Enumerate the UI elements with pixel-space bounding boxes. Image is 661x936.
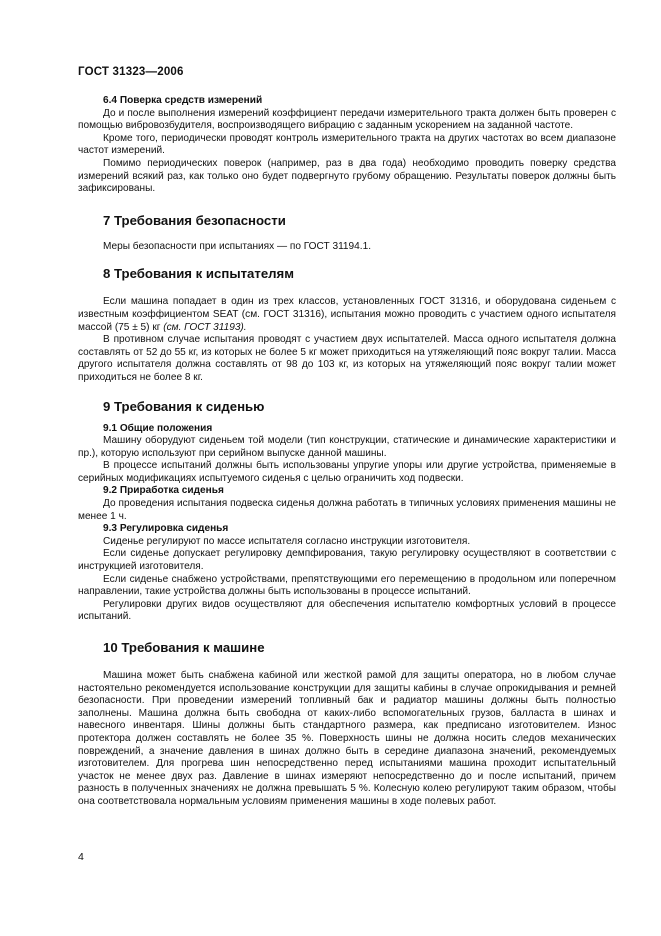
paragraph: До проведения испытания подвеска сиденья должна работать в типичных условиях применения машины не менее 1 ч. [78,498,616,522]
subsection-6-4-title: 6.4 Поверка средств измерений [103,95,263,106]
subsection-9-2-title: 9.2 Приработка сиденья [103,485,224,497]
paragraph: Меры безопасности при испытаниях — по ГОСТ 31194.1. [103,240,372,252]
paragraph: До и после выполнения измерений коэффициент передачи измерительного тракта должен быть проверен с помощью вибровозбудителя, воспроизводящего вибрацию с заданным ускорением на заданной частоте. [78,107,616,132]
paragraph: Кроме того, периодически проводят контроль измерительного тракта на других частотах во всем диапазоне частот измерений. [78,132,616,157]
paragraph: В противном случае испытания проводят с участием двух испытателей. Масса одного испытателя должна составлять от 52 до 55 кг, из которых не более 5 кг может приходиться на утяжеляющий пояс вокруг талии. Масса другого испытателя должна составлять от 98 до 103 кг, из которых на утяжеляющий пояс вокруг талии может приходиться не более 8 кг. [78,334,616,383]
paragraph: Регулировки других видов осуществляют для обеспечения испытателю комфортных условий в процессе испытаний. [78,598,616,623]
paragraph: Если сиденье допускает регулировку демпфирования, такую регулировку осуществляют в соответствии с инструкцией изготовителя. [78,548,616,573]
standard-header: ГОСТ 31323—2006 [78,66,184,78]
paragraph: Машину оборудуют сиденьем той модели (тип конструкции, статические и динамические характеристики и пр.), которую используют при серийном выпуске данной машины. [78,435,616,459]
paragraph [78,296,616,334]
paragraph-text: Если машина попадает в один из трех классов, установленных ГОСТ 31316, и оборудована сиденьем с известным коэффициентом SEAT (см. ГОСТ 31316), испытания можно проводить с участием одного испытателя массой (75 ± 5) кг [78,296,616,333]
section-10-title: 10 Требования к машине [103,640,265,655]
paragraph: Если сиденье снабжено устройствами, препятствующими его перемещению в продольном или поперечном направлении, такие устройства должны быть использованы в процессе испытаний. [78,573,616,598]
reference-italic: (см. ГОСТ 31193). [163,321,247,333]
paragraph: Машина может быть снабжена кабиной или жесткой рамой для защиты оператора, но в любом случае настоятельно рекомендуется использование конструкции для защиты кабины в случае опрокидывания и ремней безопасности. При проведении измерений топливный бак и радиатор машины должны быть полностью заполнены. Машина должна быть свободна от каких-либо вспомогательных грузов, балласта в шинах и навесного инвентаря. Шины должны быть стандартного размера, как предписано изготовителем. Износ протектора должен составлять не более 35 %. Поверхность шины не должна носить следов механических повреждений, а значение давления в шинах должно быть в середине диапазона значений, рекомендуемых изготовителем. Для прогрева шин непосредственно перед испытаниями машина проходит испытательный участок не менее двух раз. Давление в шинах измеряют непосредственно до и после испытаний, причем разность в полученных значениях не должна превышать 5 %. Колесную колею регулируют таким образом, чтобы она соответствовала нормальным условиям применения машины в ходе полевых работ. [78,670,616,807]
section-8-title: 8 Требования к испытателям [103,266,295,282]
page-number: 4 [78,851,84,863]
subsection-9-1-title: 9.1 Общие положения [103,422,213,434]
section-9-title: 9 Требования к сиденью [103,398,265,414]
section-7-title: 7 Требования безопасности [103,212,286,228]
paragraph: Сиденье регулируют по массе испытателя согласно инструкции изготовителя. [103,535,471,547]
paragraph: В процессе испытаний должны быть использованы упругие упоры или другие устройства, применяемые в серийных модификациях испытуемого сиденья с целью ограничить ход подвески. [78,460,616,484]
subsection-9-3-title: 9.3 Регулировка сиденья [103,523,229,535]
paragraph: Помимо периодических поверок (например, раз в два года) необходимо проводить поверку средства измерений всякий раз, как только оно будет подвергнуто грубому обращению. Результаты поверок должны быть зафиксированы. [78,157,616,195]
page-content [78,95,616,809]
